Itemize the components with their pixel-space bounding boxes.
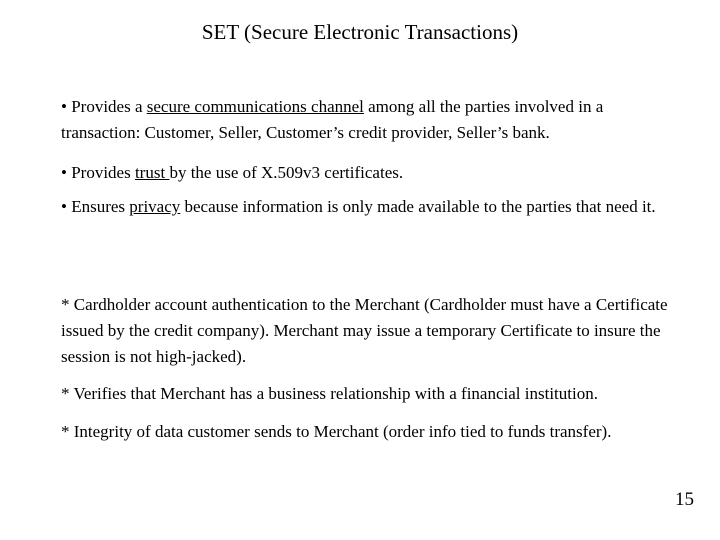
slide-title: SET (Secure Electronic Transactions) — [201, 20, 519, 44]
bullet-text-pre: Provides — [66, 163, 135, 182]
bullet-marker: • — [61, 197, 67, 216]
page-number: 15 — [675, 489, 694, 510]
feature-data-integrity: * Integrity of data customer sends to Merchant (order info tied to funds transfer). — [61, 422, 612, 441]
bullet-text-underlined: secure communications channel — [146, 97, 364, 116]
bullet-text-post: because information is only made available to the parties that need it. — [180, 197, 656, 216]
bullet-text-post: by the use of X.509v3 certificates. — [169, 163, 404, 182]
feature-merchant-verification: * Verifies that Merchant has a business relationship with a financial institution. — [61, 384, 598, 403]
bullet-text-post: among all the parties involved in a transaction: Customer, Seller, Customer’s credit provider, Seller’s bank. — [61, 97, 604, 142]
bullet-privacy — [61, 194, 681, 220]
bullet-marker: • — [61, 163, 67, 182]
bullet-trust — [61, 160, 681, 186]
bullet-marker: • — [61, 97, 67, 116]
bullet-text-pre: Provides a — [66, 97, 147, 116]
bullet-text-underlined: trust — [134, 163, 170, 182]
feature-cardholder-authentication: * Cardholder account authentication to the Merchant (Cardholder must have a Certificate issued by the credit company). Merchant may issue a temporary Certificate to insure the session is not high-jacked). — [61, 295, 668, 366]
bullet-secure-channel — [61, 94, 681, 146]
bullet-text-underlined: privacy — [129, 197, 181, 216]
bullet-text-pre: Ensures — [66, 197, 130, 216]
